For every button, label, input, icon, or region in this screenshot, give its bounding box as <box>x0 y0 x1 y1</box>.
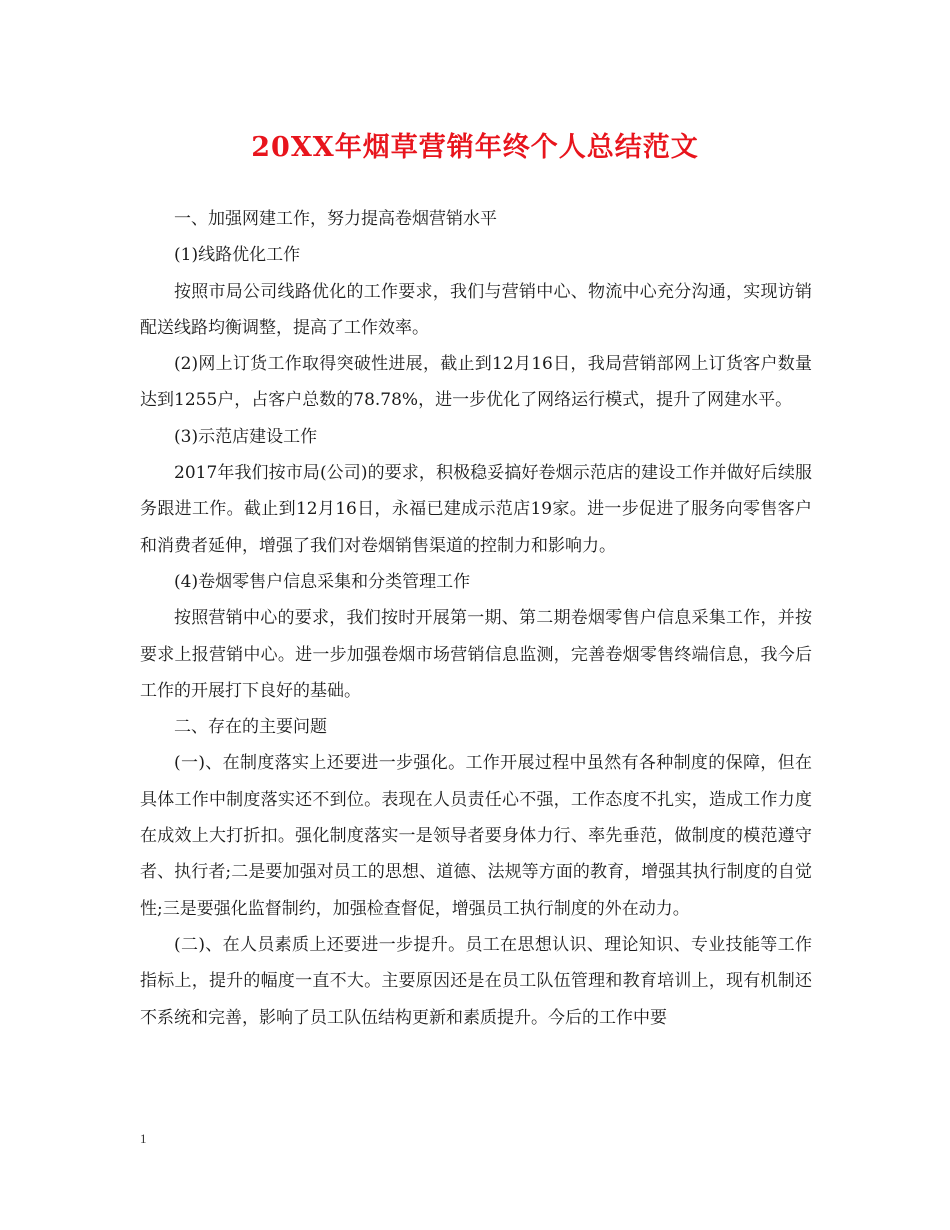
body-paragraph: 2017年我们按市局(公司)的要求，积极稳妥搞好卷烟示范店的建设工作并做好后续服务跟进工作。截止到12月16日，永福已建成示范店19家。进一步促进了服务向零售客户和消费者延伸，增强了我们对卷烟销售渠道的控制力和影响力。 <box>140 463 812 556</box>
section-heading-1: 一、加强网建工作，努力提高卷烟营销水平 <box>174 209 497 229</box>
subsection-heading: (3)示范店建设工作 <box>174 426 318 447</box>
body-paragraph: (2)网上订货工作取得突破性进展，截止到12月16日，我局营销部网上订货客户数量达到1255户，占客户总数的78.78%，进一步优化了网络运行模式，提升了网建水平。 <box>140 354 812 411</box>
subsection-heading: (1)线路优化工作 <box>174 245 301 266</box>
body-paragraph: (二)、在人员素质上还要进一步提升。员工在思想认识、理论知识、专业技能等工作指标上，提升的幅度一直不大。主要原因还是在员工队伍管理和教育培训上，现有机制还不系统和完善，影响了员工队伍结构更新和素质提升。今后的工作中要 <box>140 934 812 1028</box>
body-paragraph: 按照营销中心的要求，我们按时开展第一期、第二期卷烟零售户信息采集工作，并按要求上报营销中心。进一步加强卷烟市场营销信息监测，完善卷烟零售终端信息，我今后工作的开展打下良好的基础。 <box>140 608 812 701</box>
document-title: 20XX年烟草营销年终个人总结范文 <box>251 132 699 163</box>
section-heading-2: 二、存在的主要问题 <box>174 717 327 738</box>
subsection-heading: (4)卷烟零售户信息采集和分类管理工作 <box>174 571 471 592</box>
body-paragraph: (一)、在制度落实上还要进一步强化。工作开展过程中虽然有各种制度的保障，但在具体工作中制度落实还不到位。表现在人员责任心不强，工作态度不扎实，造成工作力度在成效上大打折扣。强化制度落实一是领导者要身体力行、率先垂范，做制度的模范遵守者、执行者;二是要加强对员工的思想、道德、法规等方面的教育，增强其执行制度的自觉性;三是要强化监督制约，加强检查督促，增强员工执行制度的外在动力。 <box>140 753 812 919</box>
page-number: 1 <box>140 1131 147 1146</box>
body-paragraph: 按照市局公司线路优化的工作要求，我们与营销中心、物流中心充分沟通，实现访销配送线路均衡调整，提高了工作效率。 <box>140 281 812 338</box>
document-body <box>140 201 812 1036</box>
